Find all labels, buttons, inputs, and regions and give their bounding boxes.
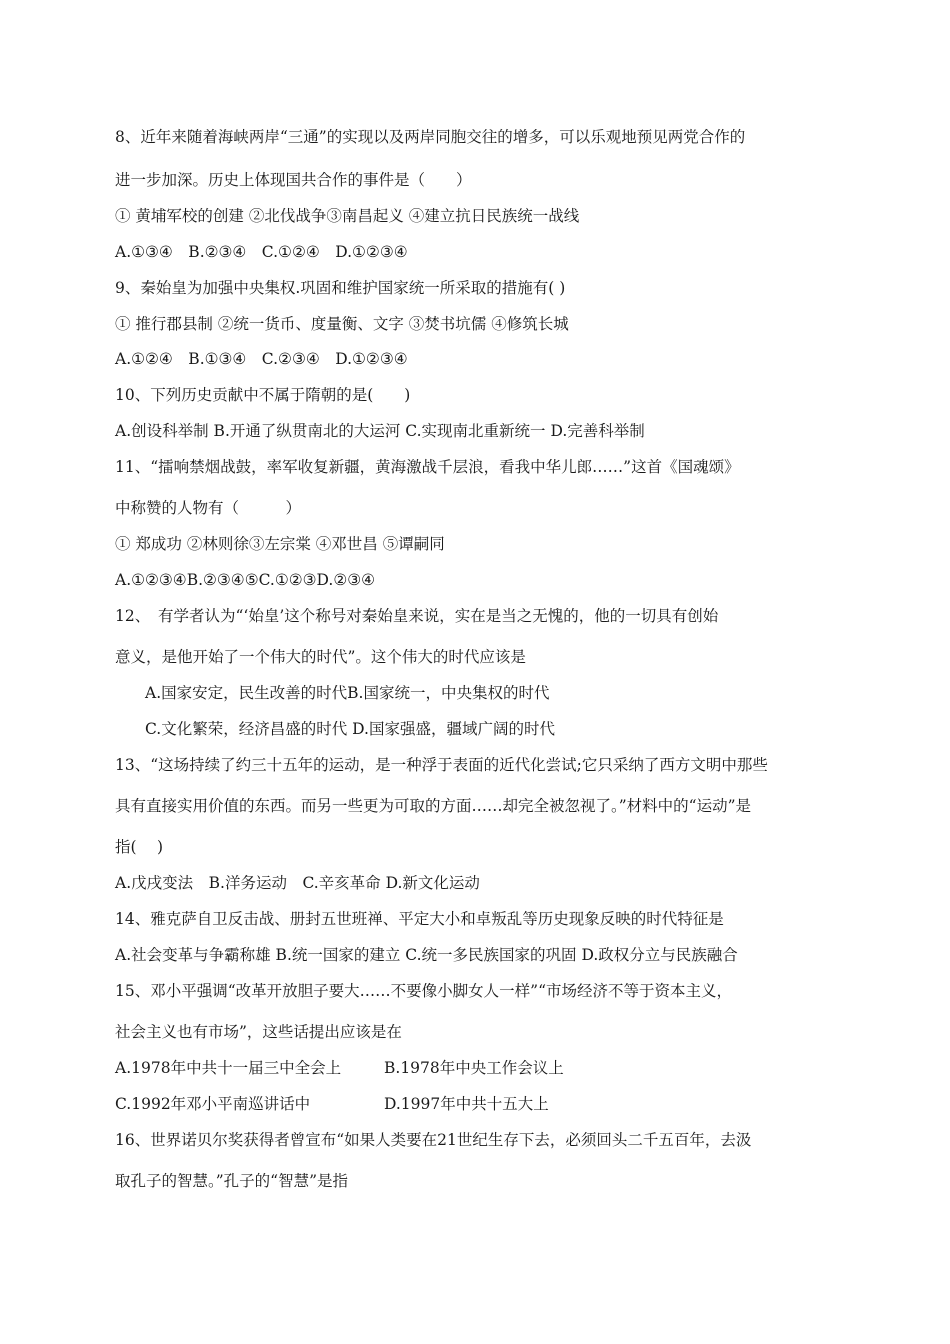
q12-options-line2: C.文化繁荣，经济昌盛的时代 D.国家强盛，疆域广阔的时代 — [145, 720, 555, 738]
q9-items: ① 推行郡县制 ②统一货币、度量衡、文字 ③焚书坑儒 ④修筑长城 — [115, 315, 569, 333]
q15-stem-line1: 15、邓小平强调“改革开放胆子要大……不要像小脚女人一样”“市场经济不等于资本主义， — [115, 982, 732, 1000]
q16-stem-line1: 16、世界诺贝尔奖获得者曾宣布“如果人类要在21世纪生存下去，必须回头二千五百年，去汲 — [115, 1131, 752, 1149]
q11-items: ① 郑成功 ②林则徐③左宗棠 ④邓世昌 ⑤谭嗣同 — [115, 535, 445, 553]
q11-stem-line2: 中称赞的人物有（ ） — [115, 499, 302, 517]
q14-options: A.社会变革与争霸称雄 B.统一国家的建立 C.统一多民族国家的巩固 D.政权分立与民族融合 — [115, 946, 738, 964]
q15-stem-line2: 社会主义也有市场”，这些话提出应该是在 — [115, 1023, 402, 1041]
q15-option-b: B.1978年中央工作会议上 — [384, 1059, 564, 1077]
q16-stem-line2: 取孔子的智慧。”孔子的“智慧”是指 — [115, 1172, 349, 1190]
q8-items: ① 黄埔军校的创建 ②北伐战争③南昌起义 ④建立抗日民族统一战线 — [115, 207, 580, 225]
q8-options: A.①③④ B.②③④ C.①②④ D.①②③④ — [115, 243, 408, 261]
q11-options: A.①②③④B.②③④⑤C.①②③D.②③④ — [115, 571, 376, 589]
q12-stem-line1: 12、 有学者认为“‘始皇’这个称号对秦始皇来说，实在是当之无愧的，他的一切具有创始 — [115, 607, 719, 625]
q15-option-a: A.1978年中共十一届三中全会上 — [115, 1059, 342, 1077]
q12-stem-line2: 意义，是他开始了一个伟大的时代”。这个伟大的时代应该是 — [115, 648, 526, 666]
q10-options: A.创设科举制 B.开通了纵贯南北的大运河 C.实现南北重新统一 D.完善科举制 — [115, 422, 645, 440]
q9-stem: 9、秦始皇为加强中央集权.巩固和维护国家统一所采取的措施有( ) — [115, 279, 566, 297]
q8-stem-line2: 进一步加深。历史上体现国共合作的事件是（ ） — [115, 171, 472, 189]
q15-option-d: D.1997年中共十五大上 — [384, 1095, 549, 1113]
q10-stem: 10、下列历史贡献中不属于隋朝的是( ) — [115, 386, 411, 404]
q9-options: A.①②④ B.①③④ C.②③④ D.①②③④ — [115, 350, 408, 368]
q11-stem-line1: 11、“擂响禁烟战鼓，率军收复新疆，黄海激战千层浪，看我中华儿郎……”这首《国魂颂》 — [115, 458, 740, 476]
q13-stem-line1: 13、“这场持续了约三十五年的运动，是一种浮于表面的近代化尝试;它只采纳了西方文明中那些 — [115, 756, 768, 774]
q12-options-line1: A.国家安定，民生改善的时代B.国家统一，中央集权的时代 — [145, 684, 550, 702]
q13-stem-line2: 具有直接实用价值的东西。而另一些更为可取的方面……却完全被忽视了。”材料中的“运动”是 — [115, 797, 752, 815]
q13-options: A.戊戌变法 B.洋务运动 C.辛亥革命 D.新文化运动 — [115, 874, 480, 892]
q15-option-c: C.1992年邓小平南巡讲话中 — [115, 1095, 311, 1113]
q14-stem: 14、雅克萨自卫反击战、册封五世班禅、平定大小和卓叛乱等历史现象反映的时代特征是 — [115, 910, 724, 928]
q13-stem-line3: 指( ) — [115, 838, 164, 856]
q8-stem-line1: 8、近年来随着海峡两岸“三通”的实现以及两岸同胞交往的增多，可以乐观地预见两党合作的 — [115, 128, 746, 146]
